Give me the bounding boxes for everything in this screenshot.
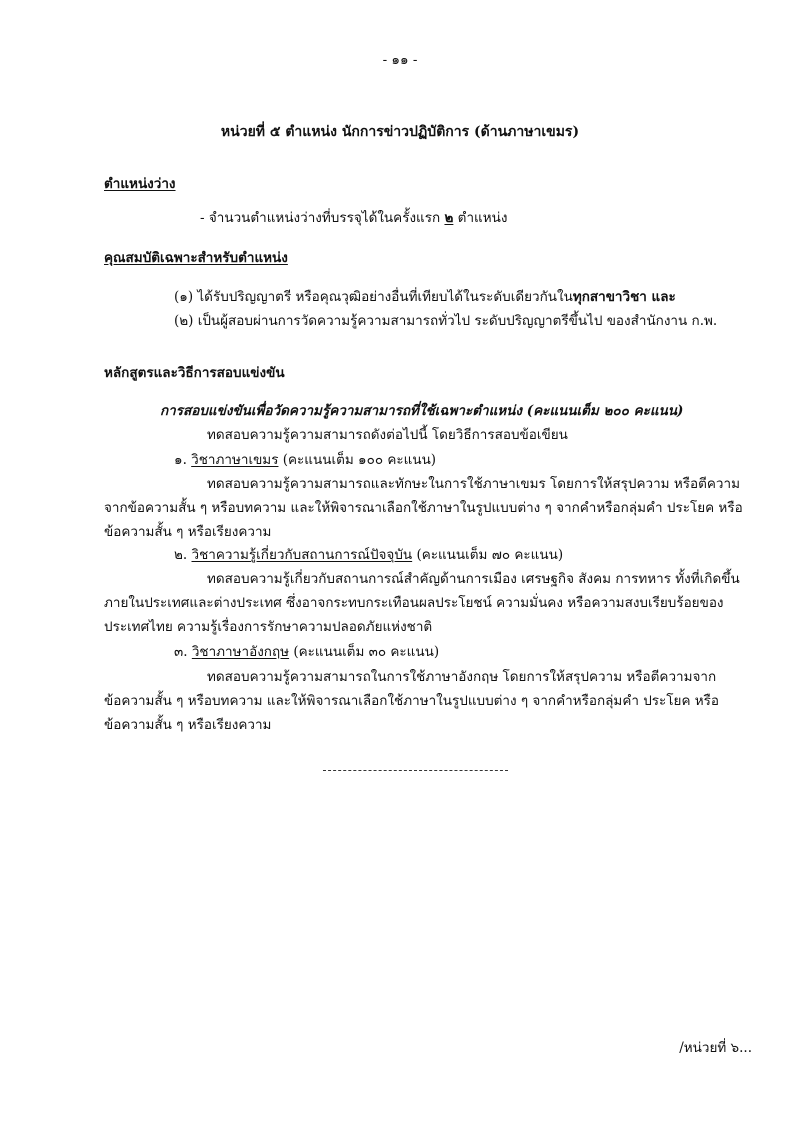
vacancy-count: ๒ — [444, 210, 454, 226]
subject-3-line-3: ข้อความสั้น ๆ หรือเรียงความ — [104, 717, 272, 733]
qualifications-heading: คุณสมบัติเฉพาะสำหรับตำแหน่ง — [104, 250, 288, 266]
subject-1-line-2: จากข้อความสั้น ๆ หรือบทความ และให้พิจารณาเลือกใช้ภาษาในรูปแบบต่าง ๆ จากคำหรือกลุ่มคำ ประโยค หรือ — [104, 500, 743, 516]
subject-3-title — [174, 644, 439, 661]
unit-title: หน่วยที่ ๕ ตำแหน่ง นักการข่าวปฏิบัติการ (ด้านภาษาเขมร) — [220, 124, 580, 140]
subject-3-num: ๓. — [174, 644, 188, 660]
qualification-item-1 — [174, 289, 676, 306]
subject-3-line-2: ข้อความสั้น ๆ หรือบทความ และให้พิจารณาเลือกใช้ภาษาในรูปแบบต่าง ๆ จากคำหรือกลุ่มคำ ประโยค หรือ — [104, 693, 720, 709]
exam-subheading: การสอบแข่งขันเพื่อวัดความรู้ความสามารถที่ใช้เฉพาะตำแหน่ง (คะแนนเต็ม ๒๐๐ คะแนน) — [160, 403, 684, 419]
qualification-item-2: (๒) เป็นผู้สอบผ่านการวัดความรู้ความสามารถทั่วไป ระดับปริญญาตรีขึ้นไป ของสำนักงาน ก.พ. — [174, 313, 718, 329]
subject-1-description — [104, 472, 743, 544]
footer-continuation: /หน่วยที่ ๖... — [679, 1040, 752, 1056]
subject-1-title — [174, 452, 436, 469]
qualification-item-1-text: (๑) ได้รับปริญญาตรี หรือคุณวุฒิอย่างอื่นที่เทียบได้ในระดับเดียวกันใน — [174, 289, 573, 305]
subject-2-score: (คะแนนเต็ม ๗๐ คะแนน) — [416, 547, 564, 563]
subject-3-description — [104, 665, 724, 737]
qualification-item-1-bold: ทุกสาขาวิชา และ — [572, 289, 676, 305]
vacancy-line-prefix: - จำนวนตำแหน่งว่างที่บรรจุได้ในครั้งแรก — [200, 210, 441, 226]
subject-1-line-1: ทดสอบความรู้ความสามารถและทักษะในการใช้ภาษาเขมร โดยการให้สรุปความ หรือตีความ — [207, 476, 740, 492]
section-end-divider — [323, 770, 508, 771]
subject-2-num: ๒. — [174, 547, 188, 563]
subject-2-line-2: ภายในประเทศและต่างประเทศ ซึ่งอาจกระทบกระเทือนผลประโยชน์ ความมั่นคง หรือความสงบเรียบร้อยของ — [104, 595, 724, 611]
subject-2-description — [104, 567, 740, 639]
subject-1-line-3: ข้อความสั้น ๆ หรือเรียงความ — [104, 524, 272, 540]
vacancy-line — [200, 210, 507, 227]
subject-1-score: (คะแนนเต็ม ๑๐๐ คะแนน) — [282, 452, 437, 468]
subject-2-title — [174, 547, 563, 564]
exam-intro: ทดสอบความรู้ความสามารถดังต่อไปนี้ โดยวิธีการสอบข้อเขียน — [207, 427, 568, 443]
subject-2-line-3: ประเทศไทย ความรู้เรื่องการรักษาความปลอดภัยแห่งชาติ — [104, 619, 433, 635]
page-number: - ๑๑ - — [382, 52, 418, 68]
exam-heading: หลักสูตรและวิธีการสอบแข่งขัน — [104, 365, 285, 381]
subject-3-line-1: ทดสอบความรู้ความสามารถในการใช้ภาษาอังกฤษ โดยการให้สรุปความ หรือตีความจาก — [207, 669, 717, 685]
subject-3-score: (คะแนนเต็ม ๓๐ คะแนน) — [293, 644, 440, 660]
subject-1-name: วิชาภาษาเขมร — [191, 452, 279, 468]
subject-1-num: ๑. — [174, 452, 187, 468]
vacancy-heading: ตำแหน่งว่าง — [104, 176, 176, 192]
subject-2-name: วิชาความรู้เกี่ยวกับสถานการณ์ปัจจุบัน — [191, 547, 413, 563]
vacancy-line-suffix: ตำแหน่ง — [457, 210, 508, 226]
subject-3-name: วิชาภาษาอังกฤษ — [191, 644, 290, 660]
subject-2-line-1: ทดสอบความรู้เกี่ยวกับสถานการณ์สำคัญด้านการเมือง เศรษฐกิจ สังคม การทหาร ทั้งที่เกิดขึ้น — [207, 571, 740, 587]
